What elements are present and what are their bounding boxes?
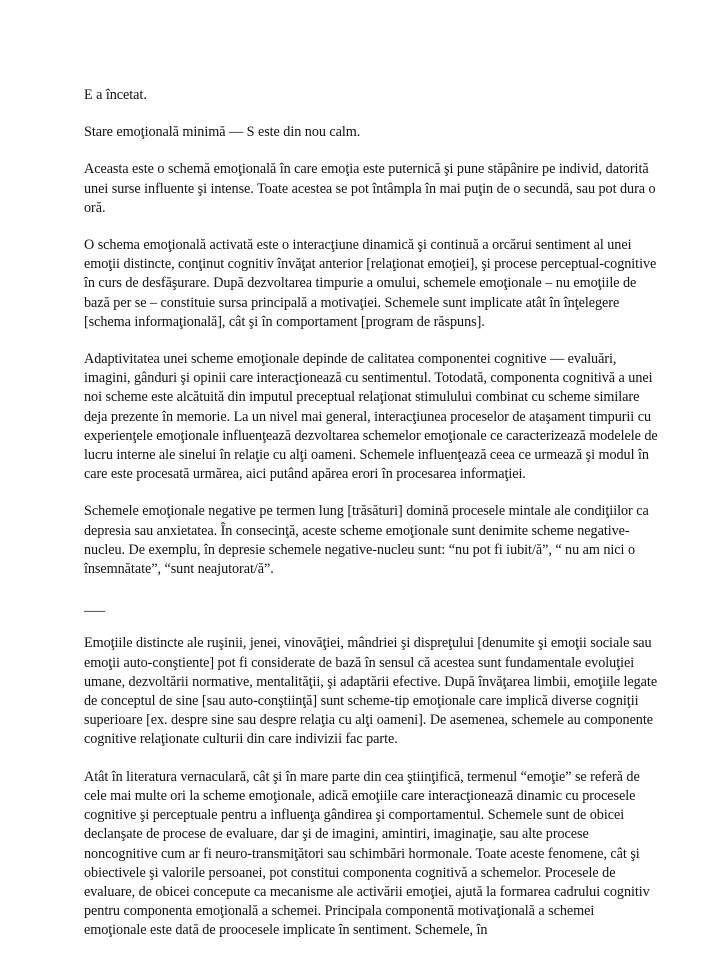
paragraph-5: Adaptivitatea unei scheme emoţionale depinde de calitatea componentei cognitive — evaluări, imagini, gânduri şi opinii care interacţionează cu sentimentul. Totodată, componenta cognitivă a unei noi scheme este alcătuită din imputul preceptual relaţionat stimulului combinat cu scheme similare deja prezente în memorie. La un nivel mai general, interacţiunea proceselor de ataşament timpurii cu experienţele emoţionale influenţează dezvoltarea schemelor emoţionale ce caracterizează modelele de lucru interne ale sinelui în relaţie cu alţi oameni. Schemele influenţează ceea ce urmează şi modul în care este procesată urmărea, aici putând apărea erori în procesarea informaţiei. xyxy=(84,351,658,483)
paragraph-7: Emoţiile distincte ale ruşinii, jenei, vinovăţiei, mândriei şi dispreţului [denumite şi emoţii sociale sau emoţii auto-conştiente] pot fi considerate de bază în sensul că acestea sunt fundamentale evoluţiei umane, dezvoltării normative, mentalităţii, şi adaptării efective. După învăţarea limbii, emoţiile legate de conceptul de sine [sau auto-conştiinţă] sunt scheme-tip emoţionale care implică diverse cogniţii superioare [ex. despre sine sau despre relaţia cu alţi oameni]. De asemenea, schemele au componente cognitive relaţionate culturii din care indivizii fac parte. xyxy=(84,635,658,748)
paragraph-4: O schema emoţională activată este o interacţiune dinamică şi continuă a orcărui sentiment al unei emoţii distincte, conţinut cognitiv învăţat anterior [relaţionat emoţiei], şi procese perceptual-cognitive în curs de desfăşurare. După dezvoltarea timpurie a omului, schemele emoţionale – nu emoţiile de bază per se – constituie sursa principală a motivaţiei. Schemele sunt implicate atât în înţelegere [schema informaţională], cât şi în comportament [program de răspuns]. xyxy=(84,237,657,330)
document-page xyxy=(84,86,658,959)
section-separator: ___ xyxy=(84,598,106,615)
paragraph-2: Stare emoţională minimă — S este din nou calm. xyxy=(84,124,361,141)
paragraph-6: Schemele emoţionale negative pe termen lung [trăsături] domină procesele mintale ale condiţiilor ca depresia sau anxietatea. În consecinţă, aceste scheme emoţionale sunt denimite scheme negative-nucleu. De exemplu, în depresie schemele negative-nucleu sunt: “nu pot fi iubit/ă”, “ nu am nici o însemnătate”, “sunt neajutorat/ă”. xyxy=(84,503,649,578)
paragraph-8: Atât în literatura vernaculară, cât şi în mare parte din cea ştiinţifică, termenul “emoţie” se referă de cele mai multe ori la scheme emoţionale, adică emoţiile care interacţionează dinamic cu procesele cognitive şi perceptuale pentru a influenţa gândirea şi comportamentul. Schemele sunt de obicei declanşate de procese de evaluare, dar şi de imagini, amintiri, imaginaţie, sau alte procese noncognitive cum ar fi neuro-transmiţători sau schimbări hormonale. Toate aceste fenomene, cât şi obiectivele şi valorile persoanei, pot constitui componenta cognitivă a schemelor. Procesele de evaluare, de obicei concepute ca mecanisme ale activării emoţiei, ajută la formarea cadrului cognitiv pentru componenta emoţională a schemei. Principala componentă motivaţională a schemei emoţionale este dată de proocesele implicate în sentiment. Schemele, în xyxy=(84,768,650,939)
paragraph-3: Aceasta este o schemă emoţională în care emoţia este puternică şi pune stăpânire pe individ, datorită unei surse influente şi intense. Toate acestea se pot întâmpla în mai puţin de o secundă, sau pot dura o oră. xyxy=(84,161,656,216)
paragraph-1: E a încetat. xyxy=(84,87,147,103)
